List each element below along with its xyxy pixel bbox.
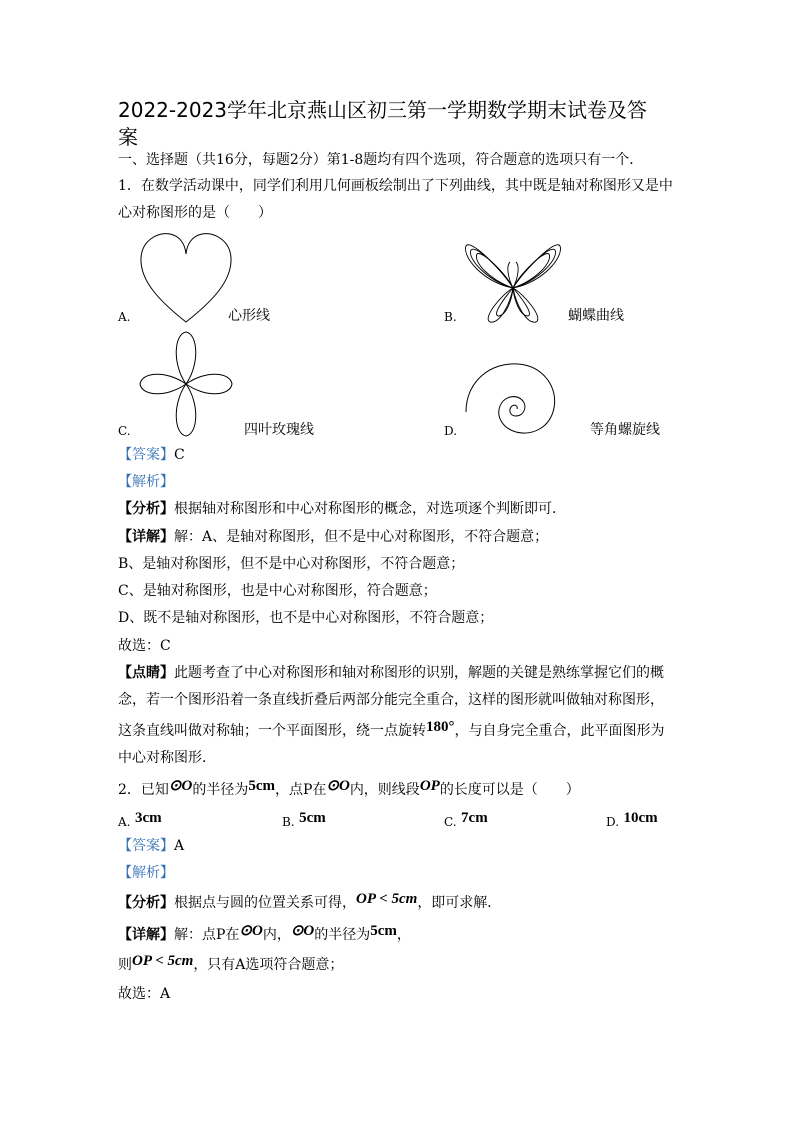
- math-circle-o: ⊙O: [168, 778, 193, 794]
- section-header: 一、选择题（共16分，每题2分）第1-8题均有四个选项，符合题意的选项只有一个．: [118, 152, 644, 168]
- q1-fenxi: [118, 499, 566, 519]
- t: ，只有A选项符合题意；: [193, 957, 344, 973]
- math-inequality: OP < 5cm: [132, 953, 194, 969]
- dianjing-text: 此题考查了中心对称图形和轴对称图形的识别，解题的关键是熟练掌握它们的概: [174, 665, 664, 681]
- t: ，点P在: [274, 782, 327, 798]
- q1-option-a-letter: A.: [118, 310, 131, 324]
- fenxi-label: 【分析】: [118, 501, 174, 517]
- q2-option-a: [118, 812, 162, 832]
- q1-final: 故选：C: [118, 638, 171, 654]
- four-leaf-rose-icon: [138, 330, 234, 438]
- q2-option-d: [606, 812, 658, 832]
- letter: A.: [118, 815, 131, 829]
- q2-fenxi: [118, 893, 501, 913]
- text: 这条直线叫做对称轴；一个平面图形，绕一点旋转: [118, 723, 426, 739]
- q1-option-c-letter: C.: [118, 424, 131, 438]
- q1-option-c-name: 四叶玫瑰线: [244, 422, 314, 438]
- math-inequality: OP < 5cm: [356, 891, 418, 907]
- equiangular-spiral-icon: [462, 358, 562, 440]
- t: 则: [118, 957, 132, 973]
- q1-xiangjie: [118, 527, 548, 547]
- math-op: OP: [419, 778, 440, 794]
- math-radius: 5cm: [370, 923, 397, 939]
- heart-curve-icon: [138, 230, 234, 324]
- value: 5cm: [299, 810, 326, 826]
- value: 3cm: [134, 810, 162, 826]
- q1-line-b: B、是轴对称图形，但不是中心对称图形，不符合题意；: [118, 556, 465, 572]
- doc-title-line1: 2022-2023学年北京燕山区初三第一学期数学期末试卷及答: [118, 98, 648, 122]
- t: 2．已知: [118, 782, 169, 798]
- answer-label: 【答案】: [118, 838, 174, 854]
- q2-stem: [118, 780, 580, 800]
- t: ，即可求解．: [417, 895, 502, 911]
- butterfly-curve-icon: [462, 230, 564, 324]
- q1-option-b-letter: B.: [444, 310, 457, 324]
- t: 解：点P在: [174, 927, 240, 943]
- q1-answer: [118, 445, 185, 465]
- fenxi-text: 根据轴对称图形和中心对称图形的概念，对选项逐个判断即可．: [174, 501, 566, 517]
- math-circle-o: ⊙O: [326, 778, 350, 794]
- answer-value: A: [174, 838, 185, 854]
- t: 根据点与圆的位置关系可得，: [174, 895, 356, 911]
- q1-option-d-letter: D.: [444, 424, 458, 438]
- q1-dianjing-line4: 中心对称图形．: [118, 750, 216, 766]
- math-circle-o: ⊙O: [290, 923, 315, 939]
- t: 的长度可以是（ ）: [439, 782, 580, 798]
- dianjing-label: 【点睛】: [118, 665, 174, 681]
- q1-dianjing: [118, 663, 664, 683]
- q2-analysis-label: 【解析】: [118, 865, 174, 881]
- q1-stem-line2: 心对称图形的是（ ）: [118, 205, 272, 221]
- q1-option-a-name: 心形线: [228, 308, 270, 324]
- q1-option-d-name: 等角螺旋线: [590, 422, 660, 438]
- q2-option-b: [282, 812, 326, 832]
- xiangjie-text: 解：A、是轴对称图形，但不是中心对称图形，不符合题意；: [174, 529, 549, 545]
- q2-option-c: [444, 812, 488, 832]
- t: 内，则线段: [349, 782, 420, 798]
- fenxi-label: 【分析】: [118, 895, 174, 911]
- answer-label: 【答案】: [118, 447, 174, 463]
- xiangjie-label: 【详解】: [118, 927, 174, 943]
- q1-option-b-name: 蝴蝶曲线: [568, 308, 624, 324]
- t: 的半径为: [192, 782, 249, 798]
- value: 10cm: [623, 810, 658, 826]
- t: ，: [396, 927, 411, 943]
- q2-then: [118, 955, 343, 975]
- xiangjie-label: 【详解】: [118, 529, 174, 545]
- q2-final: 故选：A: [118, 986, 171, 1002]
- q2-xiangjie: [118, 925, 411, 945]
- doc-title-line2: 案: [118, 125, 138, 149]
- math-180: 180°: [426, 719, 455, 735]
- math-radius: 5cm: [248, 778, 275, 794]
- text: ，与自身完全重合，此平面图形为: [454, 723, 665, 739]
- math-circle-o: ⊙O: [239, 923, 263, 939]
- t: 内，: [262, 927, 291, 943]
- q1-line-c: C、是轴对称图形，也是中心对称图形，符合题意；: [118, 583, 437, 599]
- q2-answer: [118, 836, 184, 856]
- value: 7cm: [461, 810, 488, 826]
- q1-analysis-label: 【解析】: [118, 474, 174, 490]
- letter: C.: [444, 815, 457, 829]
- t: 的半径为: [314, 927, 371, 943]
- q1-stem-line1: 1．在数学活动课中，同学们利用几何画板绘制出了下列曲线，其中既是轴对称图形又是中: [118, 178, 673, 194]
- letter: D.: [606, 815, 620, 829]
- q1-line-d: D、既不是轴对称图形，也不是中心对称图形，不符合题意；: [118, 610, 494, 626]
- q1-dianjing-line2: 念，若一个图形沿着一条直线折叠后两部分能完全重合，这样的图形就叫做轴对称图形，: [118, 692, 664, 708]
- letter: B.: [282, 815, 295, 829]
- q1-dianjing-line3: [118, 721, 665, 741]
- answer-value: C: [174, 447, 185, 463]
